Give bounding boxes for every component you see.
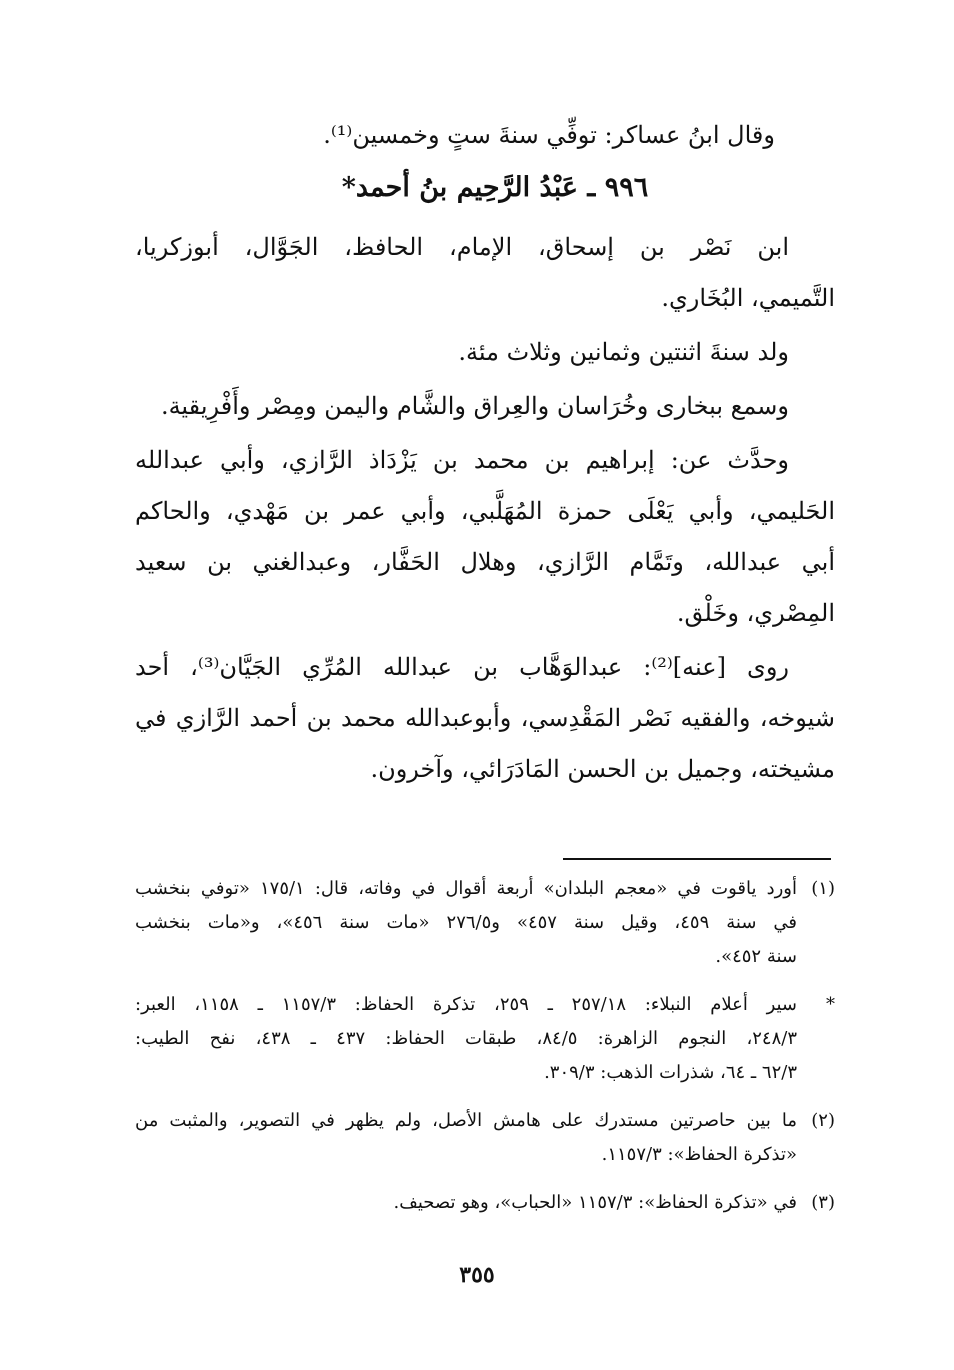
footnote-divider xyxy=(563,858,831,860)
footnotes xyxy=(135,872,835,1234)
footnote-1 xyxy=(135,872,835,974)
footnote-marker: (١) xyxy=(811,878,835,899)
text-line: شيوخه، والفقيه نَصْر المَقْدِسي، وأبوعبدالله محمد بن أحمد الرَّازي في xyxy=(135,704,835,732)
footnote-line: ما بين حاصرتين مستدرك على هامش الأصل، ولم يظهر في التصوير، والمثبت من xyxy=(135,1110,797,1131)
paragraph-travels xyxy=(135,389,835,423)
paragraph-lineage xyxy=(135,230,835,315)
text-line: التَّميمي، البُخَاري. xyxy=(661,284,835,312)
text-line: وسمع ببخارى وخُرَاسان والعِراق والشَّام واليمن ومِصْر وأَفْرِيقية. xyxy=(160,392,789,420)
text-line: مشيخته، وجميل بن الحسن المَادَرَائي، وآخرون. xyxy=(370,755,835,783)
footnote-sources xyxy=(135,988,835,1090)
footnote-line: ٦٢/٣ ـ ٦٤، شذرات الذهب: ٣٠٩/٣. xyxy=(544,1062,797,1083)
text-line: ابن نَصْر بن إسحاق، الإمام، الحافظ، الجَوَّال، أبوزكريا، xyxy=(135,233,789,261)
footnote-line: أورد ياقوت في «معجم البلدان» أربعة أقوال في وفاته، قال: ١٧٥/١ «توفي بنخشب xyxy=(135,878,797,899)
footnote-marker: * xyxy=(826,994,836,1015)
footnote-marker: (٢) xyxy=(811,1110,835,1131)
text-line: ولد سنةَ اثنتين وثمانين وثلاث مئة. xyxy=(458,338,789,366)
text-line: وحدَّث عن: إبراهيم بن محمد بن يَزْدَاذ الرَّازي، وأبي عبدالله xyxy=(135,446,789,474)
text-line: أبي عبدالله، وتَمَّام الرَّازي، وهلال الحَفَّار، وعبدالغني بن سعيد xyxy=(135,548,835,576)
footnote-2 xyxy=(135,1104,835,1172)
footnote-marker: (٣) xyxy=(811,1192,835,1213)
footnote-line: سير أعلام النبلاء: ٢٥٧/١٨ ـ ٢٥٩، تذكرة الحفاظ: ١١٥٧/٣ ـ ١١٥٨، العبر: xyxy=(135,994,798,1015)
page-number: ٣٥٥ xyxy=(459,1262,495,1288)
paragraph-students xyxy=(135,650,835,786)
footnote-line: سنة ٤٥٢». xyxy=(715,946,797,967)
footnote-line: «تذكرة الحفاظ»: ١١٥٧/٣. xyxy=(601,1144,797,1165)
intro-line: وقال ابنُ عساكر: توفِّي سنةَ ستٍ وخمسين⁽¹⁾. xyxy=(323,121,775,149)
footnote-line: في سنة ٤٥٩، وقيل سنة ٤٥٧» و٢٧٦/٥ «مات سنة ٤٥٦»، و«مات بنخشب xyxy=(135,912,797,933)
entry-heading: ٩٩٦ ـ عَبْدُ الرَّحِيم بنُ أحمد* xyxy=(341,172,649,203)
paragraph-birth xyxy=(135,335,835,369)
paragraph-teachers xyxy=(135,443,835,630)
footnote-3 xyxy=(135,1186,835,1220)
text-line: المِصْري، وخَلْق. xyxy=(676,599,835,627)
main-text xyxy=(135,118,835,806)
footnote-line: ٢٤٨/٣، النجوم الزاهرة: ٨٤/٥، طبقات الحفاظ: ٤٣٧ ـ ٤٣٨، نفح الطيب: xyxy=(135,1028,797,1049)
text-line: روى [عنه]⁽²⁾: عبدالوَهَّاب بن عبدالله المُرِّي الجَيَّان⁽³⁾، أحد xyxy=(135,653,790,681)
footnote-line: في «تذكرة الحفاظ»: ١١٥٧/٣ «الحباب»، وهو تصحيف. xyxy=(393,1192,797,1213)
text-line: الحَليمي، وأبي يَعْلَى حمزة المُهَلَّبي، وأبي عمر بن مَهْدي، والحاكم xyxy=(135,497,835,525)
